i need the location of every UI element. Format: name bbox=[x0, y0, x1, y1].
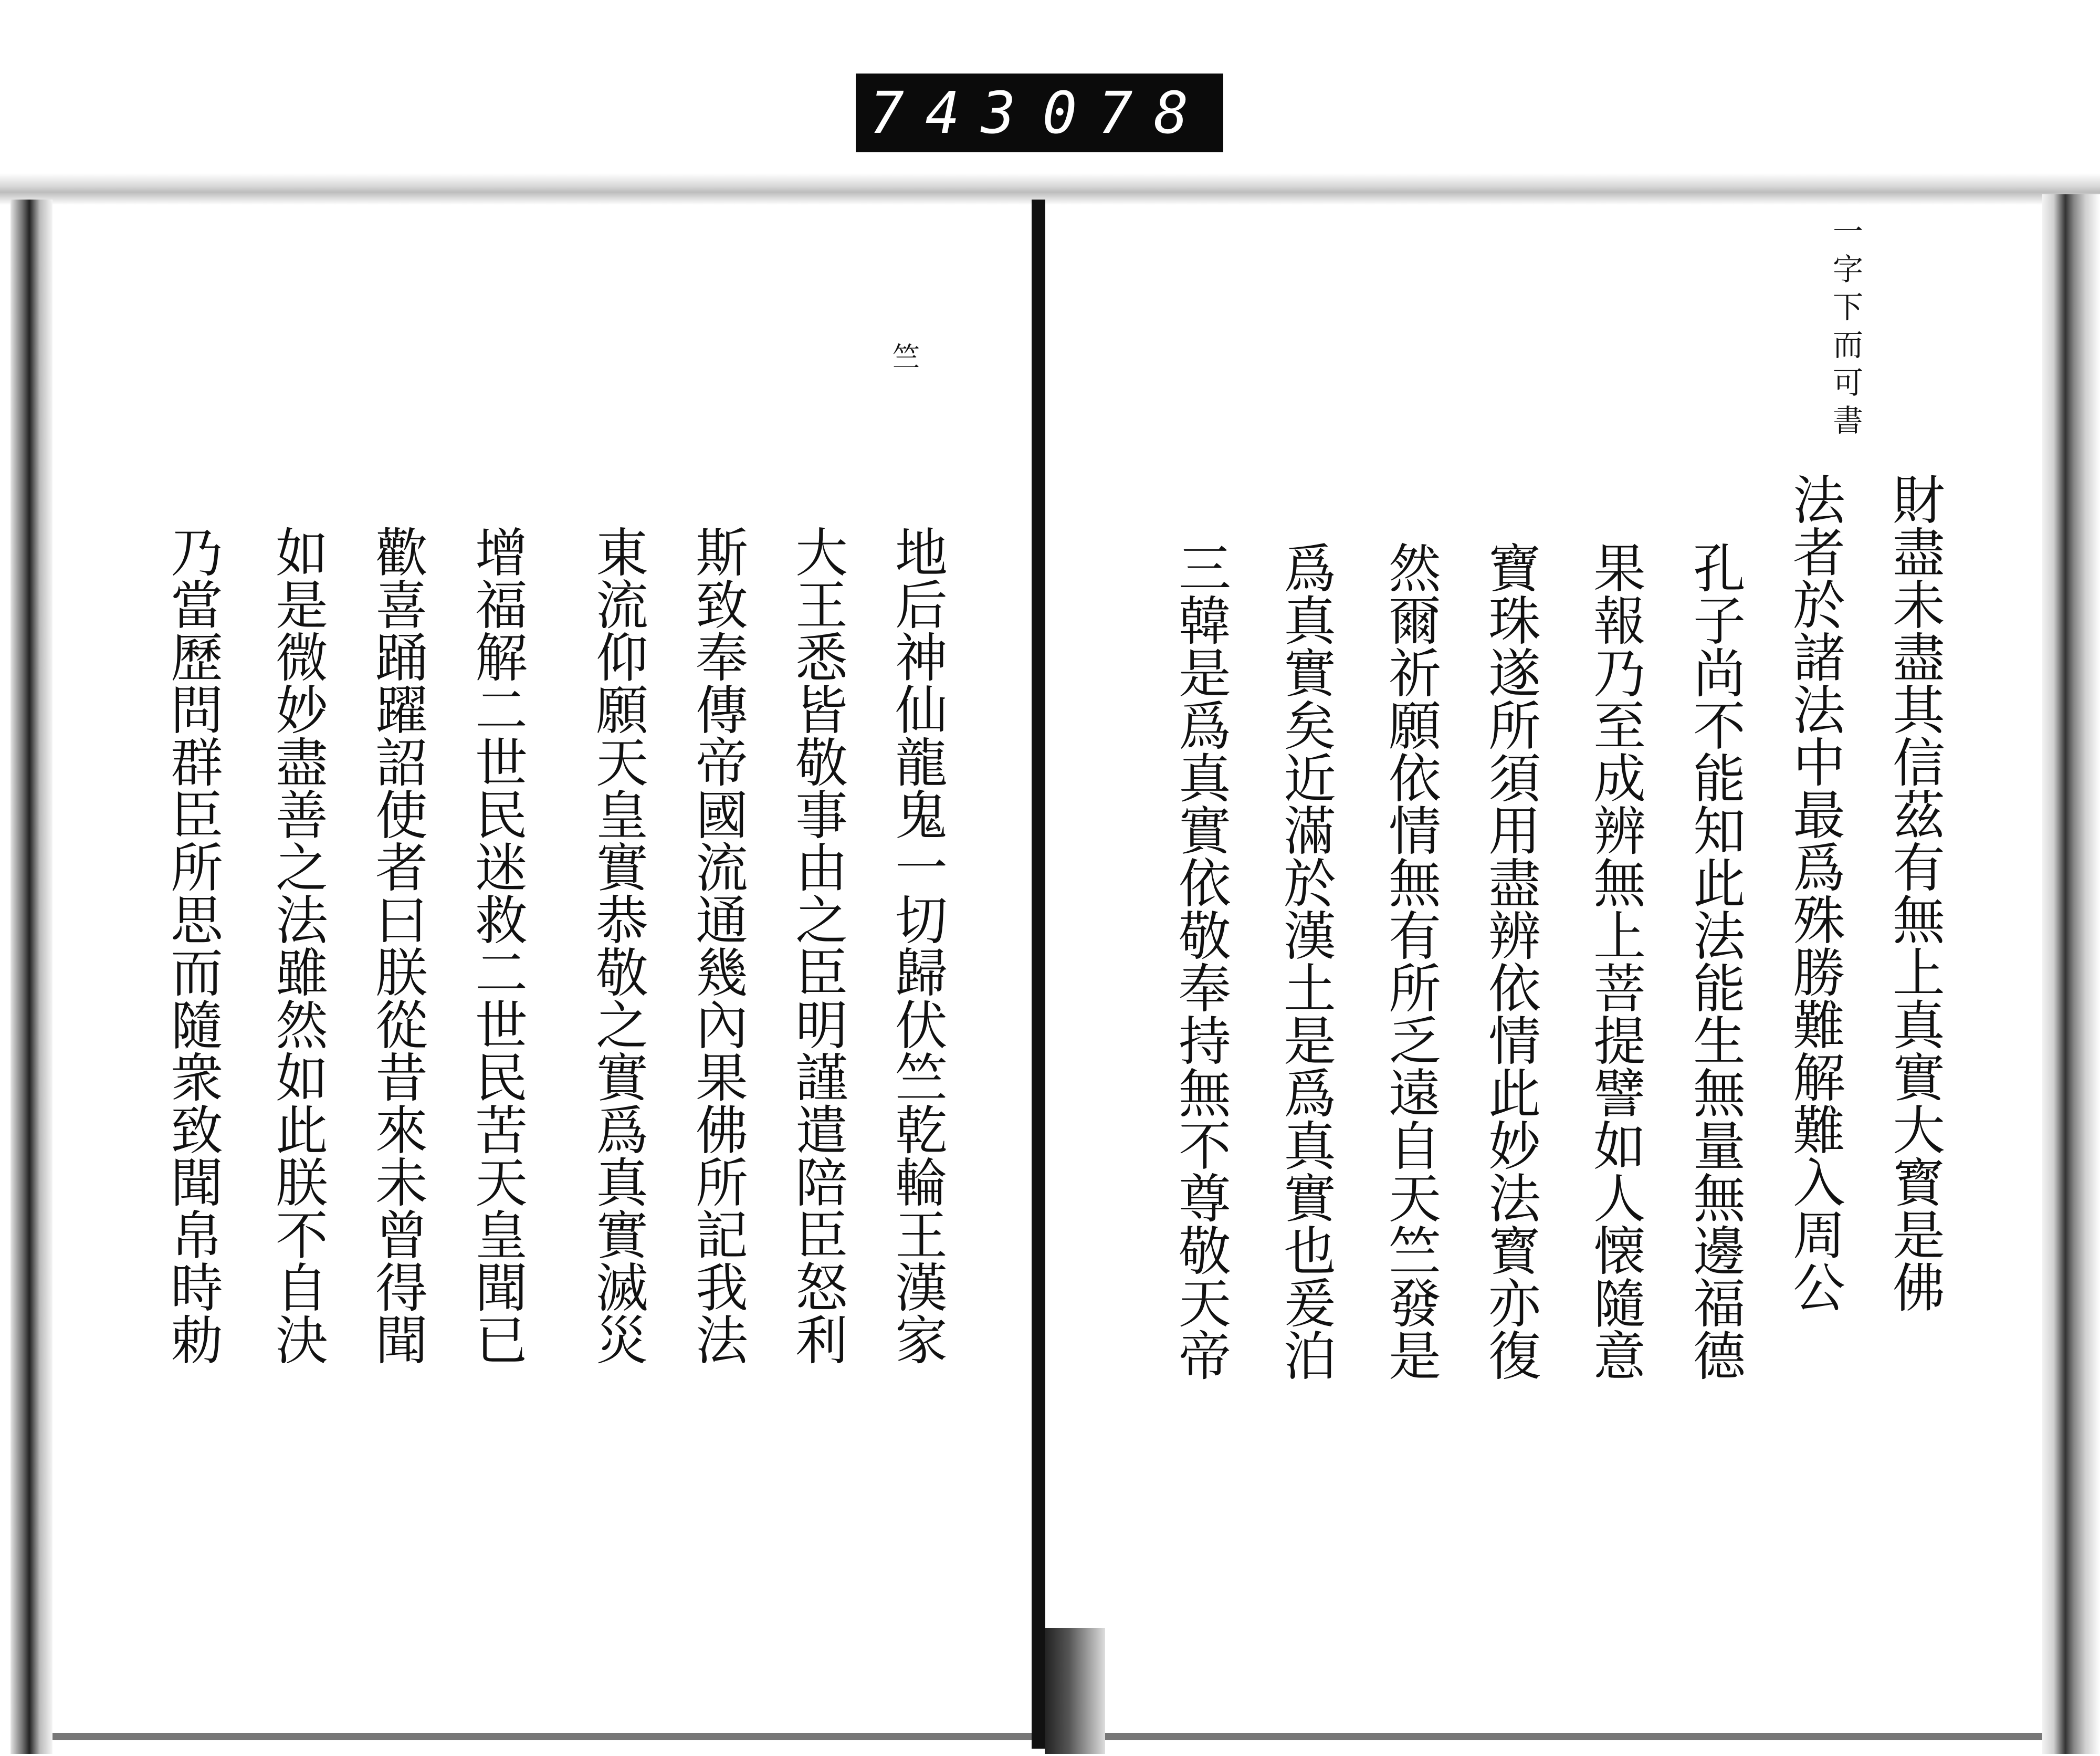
left-page-column-6: 歡喜踊躍詔使者曰朕從昔來未曾得聞 bbox=[366, 525, 428, 1365]
book-left-edge bbox=[10, 200, 52, 1754]
left-page-column-8: 乃當歷問群臣所思而隨衆致聞帛時勅 bbox=[162, 525, 223, 1365]
right-page-column-5: 寶珠遂所須用盡辨依情此妙法寳亦復 bbox=[1479, 541, 1541, 1381]
book-top-edge bbox=[0, 173, 2100, 205]
right-page-column-7: 爲真實矣近滿於漢土是爲真實也爰泊 bbox=[1275, 541, 1336, 1381]
left-page-column-3: 斯致奉傳帝國流通幾內果佛所記我法 bbox=[687, 525, 748, 1365]
gutter-shadow bbox=[1045, 1628, 1105, 1754]
left-page-column-4: 東流仰願天皇實恭敬之實爲真實滅災 bbox=[587, 525, 648, 1365]
left-page-column-7: 如是微妙盡善之法雖然如此朕不自決 bbox=[267, 525, 328, 1365]
right-page-column-3: 孔子尚不能知此法能生無量無邊福德 bbox=[1684, 541, 1746, 1381]
page-number: 竺 bbox=[892, 342, 920, 373]
left-page-column-1: 地后神仙龍鬼一切歸伏竺乾輪王漢家 bbox=[886, 525, 948, 1365]
left-page-column-2: 大王悉皆敬事由之臣明謹遣陪臣怒利 bbox=[786, 525, 848, 1365]
left-page-column-5: 增福解二世民迷救二世民苦天皇聞已 bbox=[466, 525, 528, 1365]
right-page-column-1: 財盡未盡其信茲有無上真實大寳是佛 bbox=[1884, 473, 1945, 1313]
right-page-column-8: 三韓是爲真實依敬奉持無不尊敬天帝 bbox=[1170, 541, 1231, 1381]
microfilm-frame-label bbox=[856, 74, 1223, 152]
book-right-edge bbox=[2042, 194, 2100, 1754]
right-page-column-2: 法者於諸法中最爲殊勝難解難入周公 bbox=[1784, 473, 1845, 1313]
right-page-column-4: 果報乃至成辨無上菩提譬如人懐隨意 bbox=[1584, 541, 1646, 1381]
reel-number: 743 bbox=[869, 79, 1037, 147]
margin-note: 一字下而可書 bbox=[1828, 215, 1863, 442]
right-page-column-6: 然爾祈願依情無有所乏遠自天竺發是 bbox=[1380, 541, 1441, 1381]
frame-number: 078 bbox=[1042, 79, 1210, 147]
book-gutter bbox=[1032, 200, 1045, 1749]
